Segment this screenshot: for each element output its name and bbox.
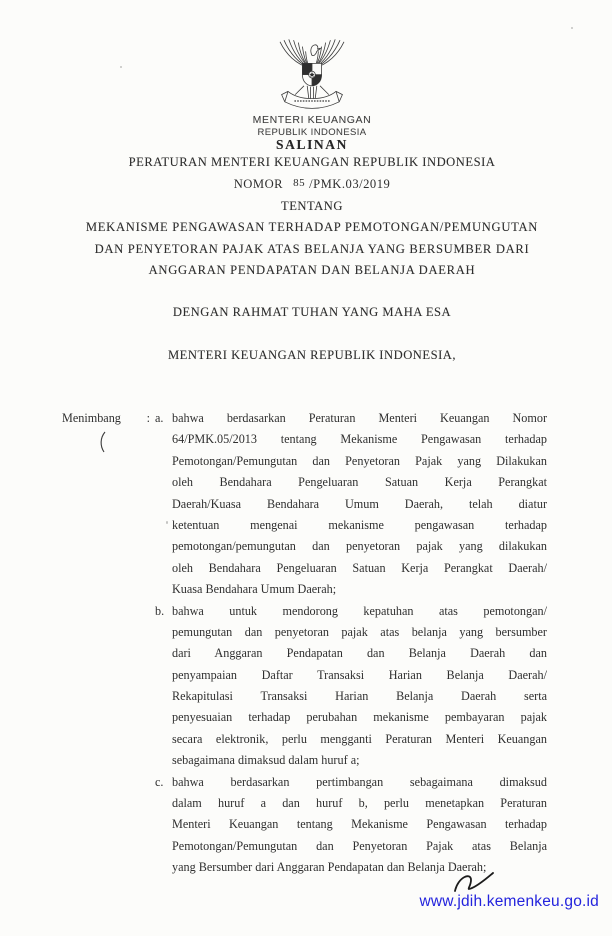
- scan-speck: [571, 27, 573, 29]
- item-marker-c: c.: [155, 774, 164, 789]
- regulation-number-line: [37, 177, 587, 192]
- republic-line: REPUBLIK INDONESIA: [257, 127, 367, 138]
- jdih-watermark-link: www.jdih.kemenkeu.go.id: [419, 893, 599, 910]
- paragraph-line: pemungutan dan penyetoran pajak atas belanja yang bersumber: [172, 624, 547, 639]
- paragraph-line: oleh Bendahara Pengeluaran Satuan Kerja Perangkat: [172, 475, 547, 490]
- paragraph-line: yang Bersumber dari Anggaran Pendapatan dan Belanja Daerah;: [172, 860, 487, 875]
- nomor-suffix: /PMK.03/2019: [309, 177, 391, 191]
- tentang-label: TENTANG: [281, 199, 343, 213]
- paragraph-line: bahwa untuk mendorong kepatuhan atas pemotongan/: [172, 603, 547, 618]
- menimbang-item-a: [62, 408, 547, 601]
- subject-line-2: DAN PENYETORAN PAJAK ATAS BELANJA YANG BERSUMBER DARI: [94, 242, 530, 256]
- garuda-pancasila-emblem: [37, 36, 587, 110]
- paragraph-line: Pemotongan/Pemungutan dan Penyetoran Pajak yang Dilakukan: [172, 453, 547, 468]
- scan-speck: [120, 66, 122, 68]
- paragraph-line: secara elektronik, perlu mengganti Peraturan Menteri Keuangan: [172, 731, 547, 746]
- paragraph-line: Daerah/Kuasa Bendahara Umum Daerah, telah diatur: [172, 496, 547, 511]
- menimbang-section: [62, 408, 547, 879]
- ministry-name-line: MENTERI KEUANGAN: [252, 114, 372, 126]
- menimbang-word: Menimbang: [62, 411, 121, 425]
- paragraph-line: Menteri Keuangan tentang Mekanisme Pengawasan terhadap: [172, 817, 547, 832]
- menimbang-label: [62, 408, 155, 429]
- authority-line: MENTERI KEUANGAN REPUBLIK INDONESIA,: [167, 348, 457, 362]
- item-marker-b: b.: [155, 603, 165, 618]
- nomor-prefix: NOMOR: [233, 177, 284, 191]
- paragraph-line: Pemotongan/Pemungutan dan Penyetoran Pajak atas Belanja: [172, 838, 547, 853]
- item-marker-a: a.: [155, 411, 164, 425]
- paragraph-line: pemotongan/pemungutan dan penyetoran pajak yang dilakukan: [172, 539, 547, 554]
- pen-mark: [96, 430, 108, 454]
- nomor-number-stamped: 85: [293, 177, 306, 189]
- paragraph-line: bahwa berdasarkan pertimbangan sebagaimana dimaksud: [172, 774, 547, 789]
- paragraph-line: sebagaimana dimaksud dalam huruf a;: [172, 753, 360, 768]
- subject-line-1: MEKANISME PENGAWASAN TERHADAP PEMOTONGAN/PEMUNGUTAN: [85, 220, 539, 234]
- item-b-text: [172, 601, 547, 772]
- regulation-title-line: PERATURAN MENTERI KEUANGAN REPUBLIK INDONESIA: [128, 155, 496, 169]
- item-a-text: [172, 408, 547, 601]
- paragraph-line: ketentuan mengenai mekanisme pengawasan terhadap: [172, 517, 547, 532]
- paragraph-line: oleh Bendahara Pengeluaran Satuan Kerja Perangkat Daerah/: [172, 560, 547, 575]
- paragraph-line: dari Anggaran Pendapatan dan Belanja Daerah dan: [172, 646, 547, 661]
- paragraph-line: Rekapitulasi Transaksi Harian Belanja Daerah serta: [172, 689, 547, 704]
- scan-speck: [166, 521, 168, 524]
- item-c-text: [172, 772, 547, 879]
- paragraph-line: penyesuaian terhadap perubahan mekanisme pembayaran pajak: [172, 710, 547, 725]
- paragraph-line: penyampaian Daftar Transaksi Harian Belanja Daerah/: [172, 667, 547, 682]
- paragraph-line: 64/PMK.05/2013 tentang Mekanisme Pengawasan terhadap: [172, 432, 547, 447]
- paragraph-line: dalam huruf a dan huruf b, perlu menetapkan Peraturan: [172, 796, 547, 811]
- subject-line-3: ANGGARAN PENDAPATAN DAN BELANJA DAERAH: [148, 263, 476, 277]
- menimbang-colon: :: [146, 411, 150, 425]
- invocation-line: DENGAN RAHMAT TUHAN YANG MAHA ESA: [172, 305, 452, 319]
- page-content: [37, 0, 587, 936]
- paragraph-line: bahwa berdasarkan Peraturan Menteri Keuangan Nomor: [172, 411, 547, 425]
- paragraph-line: Kuasa Bendahara Umum Daerah;: [172, 582, 337, 597]
- menimbang-item-c: [62, 772, 547, 879]
- menimbang-item-b: [62, 601, 547, 772]
- copy-label-salinan: SALINAN: [276, 137, 348, 152]
